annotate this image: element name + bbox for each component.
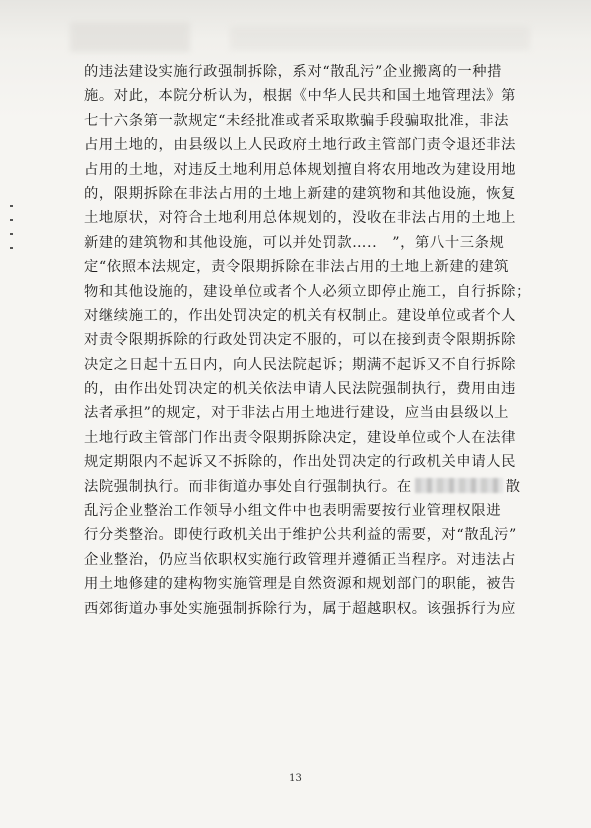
text-line: 的违法建设实施行政强制拆除，系对“散乱污”企业搬离的一种措 (84, 64, 503, 80)
text-line: 施。对此，本院分析认为，根据《中华人民共和国土地管理法》第 (84, 88, 517, 105)
text-line: 乱污企业整治工作领导小组文件中也表明需要按行业管理权限进 (84, 503, 502, 520)
text-line: 对责令限期拆除的行政处罚决定不服的，可以在接到责令限期拆除 (84, 332, 517, 349)
page-number: 13 (289, 773, 302, 784)
text-line: 新建的建筑物和其他设施，可以并处罚款….. ”，第八十三条规 (84, 234, 505, 251)
text-line: 物和其他设施的，建设单位或者个人必须立即停止施工，自行拆除； (84, 283, 531, 300)
text-line: 七十六条第一款规定“未经批准或者采取欺骗手段骗取批准，非法 (84, 112, 510, 129)
body-text (84, 60, 531, 621)
bleed-through-shadow (230, 26, 530, 50)
text-line: 占用的土地，对违反土地利用总体规划擅自将农用地改为建设用地 (84, 161, 517, 178)
text-line: 企业整治，仍应当依职权实施行政管理并遵循正当程序。对违法占 (84, 551, 517, 568)
text-line: 对继续施工的，作出处罚决定的机关有权制止。建设单位或者个人 (84, 307, 517, 324)
text-fragment: 法院强制执行。而非街道办事处自行强制执行。在 (84, 478, 412, 495)
text-line: 用土地修建的建构物实施管理是自然资源和规划部门的职能，被告 (84, 576, 517, 593)
text-line: 的，由作出处罚决定的机关依法申请人民法院强制执行，费用由违 (84, 381, 517, 398)
bleed-through-shadow (70, 22, 190, 52)
text-line: 西郊街道办事处实施强制拆除行为，属于超越职权。该强拆行为应 (84, 600, 517, 617)
text-line: 定“依照本法规定，责令限期拆除在非法占用的土地上新建的建筑 (84, 259, 510, 276)
text-line: 决定之日起十五日内，向人民法院起诉；期满不起诉又不自行拆除 (84, 356, 517, 373)
text-line: 的，限期拆除在非法占用的土地上新建的建筑物和其他设施，恢复 (84, 185, 517, 202)
text-line: 土地行政主管部门作出责令限期拆除决定，建设单位或个人在法律 (84, 429, 517, 446)
text-line: 土地原状，对符合土地利用总体规划的，没收在非法占用的土地上 (84, 210, 517, 227)
text-line-with-redaction (84, 475, 524, 499)
binding-margin-marks (10, 205, 16, 261)
text-fragment: 散 (505, 478, 521, 495)
redaction-block (415, 478, 503, 493)
text-line: 法者承担”的规定，对于非法占用土地进行建设，应当由县级以上 (84, 405, 510, 422)
text-line: 占用土地的，由县级以上人民政府土地行政主管部门责令退还非法 (84, 137, 517, 154)
text-line: 行分类整治。即使行政机关出于维护公共利益的需要，对“散乱污” (84, 527, 517, 544)
text-line: 规定期限内不起诉又不拆除的，作出处罚决定的行政机关申请人民 (84, 454, 517, 471)
